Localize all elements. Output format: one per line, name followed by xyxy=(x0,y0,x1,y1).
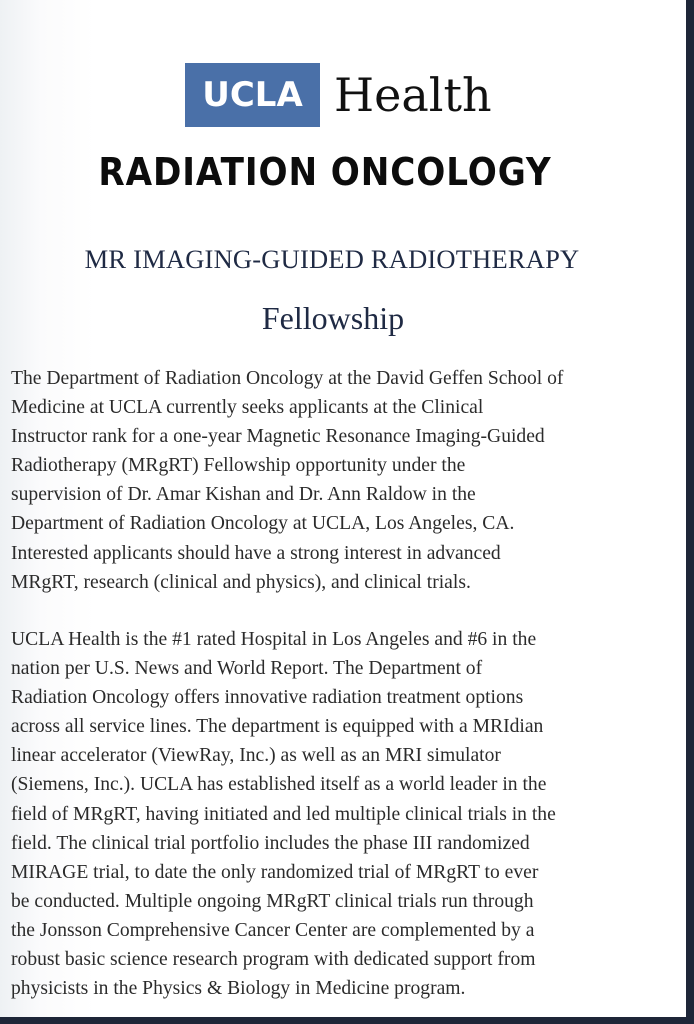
paragraph-line: robust basic science research program with dedicated support from xyxy=(11,949,536,971)
department-title: RADIATION ONCOLOGY xyxy=(98,150,552,194)
paragraph-line: UCLA Health is the #1 rated Hospital in Los Angeles and #6 in the xyxy=(11,629,537,650)
paragraph-line: across all service lines. The department is equipped with a MRIdian xyxy=(11,716,544,738)
position-title: Fellowship xyxy=(261,300,405,336)
paragraph-line: linear accelerator (ViewRay, Inc.) as well as an MRI simulator xyxy=(11,745,501,767)
paragraph-line: (Siemens, Inc.). UCLA has established itself as a world leader in the xyxy=(11,774,547,796)
paragraph-line: MIRAGE trial, to date the only randomized trial of MRgRT to ever xyxy=(11,861,539,883)
paragraph-line: Radiation Oncology offers innovative radiation treatment options xyxy=(11,687,524,709)
about-paragraph xyxy=(11,625,683,1003)
paragraph-line: the Jonsson Comprehensive Cancer Center are complemented by a xyxy=(11,919,535,941)
right-border xyxy=(686,0,694,1024)
ucla-logo-box: UCLA xyxy=(185,63,320,127)
paragraph-line: Medicine at UCLA currently seeks applicants at the Clinical xyxy=(11,397,484,419)
ucla-health-logo xyxy=(185,63,492,127)
health-logo-word: Health xyxy=(334,68,492,122)
paragraph-line: Interested applicants should have a strong interest in advanced xyxy=(11,542,501,564)
program-title: MR IMAGING-GUIDED RADIOTHERAPY xyxy=(84,244,580,274)
paragraph-line: Department of Radiation Oncology at UCLA, Los Angeles, CA. xyxy=(11,513,515,535)
intro-paragraph xyxy=(11,364,683,597)
paragraph-line: The Department of Radiation Oncology at the David Geffen School of xyxy=(11,368,564,389)
paragraph-line: be conducted. Multiple ongoing MRgRT clinical trials run through xyxy=(11,890,534,912)
paragraph-line: physicists in the Physics & Biology in Medicine program. xyxy=(11,978,466,1000)
paragraph-line: field. The clinical trial portfolio includes the phase III randomized xyxy=(11,832,530,854)
paragraph-line: field of MRgRT, having initiated and led multiple clinical trials in the xyxy=(11,803,556,825)
paragraph-line: Instructor rank for a one-year Magnetic Resonance Imaging-Guided xyxy=(11,426,545,448)
paragraph-line: MRgRT, research (clinical and physics), and clinical trials. xyxy=(11,571,471,593)
paragraph-line: supervision of Dr. Amar Kishan and Dr. Ann Raldow in the xyxy=(11,484,476,506)
bottom-border xyxy=(0,1017,694,1024)
paragraph-line: Radiotherapy (MRgRT) Fellowship opportunity under the xyxy=(11,455,466,477)
paragraph-line: nation per U.S. News and World Report. The Department of xyxy=(11,658,483,680)
